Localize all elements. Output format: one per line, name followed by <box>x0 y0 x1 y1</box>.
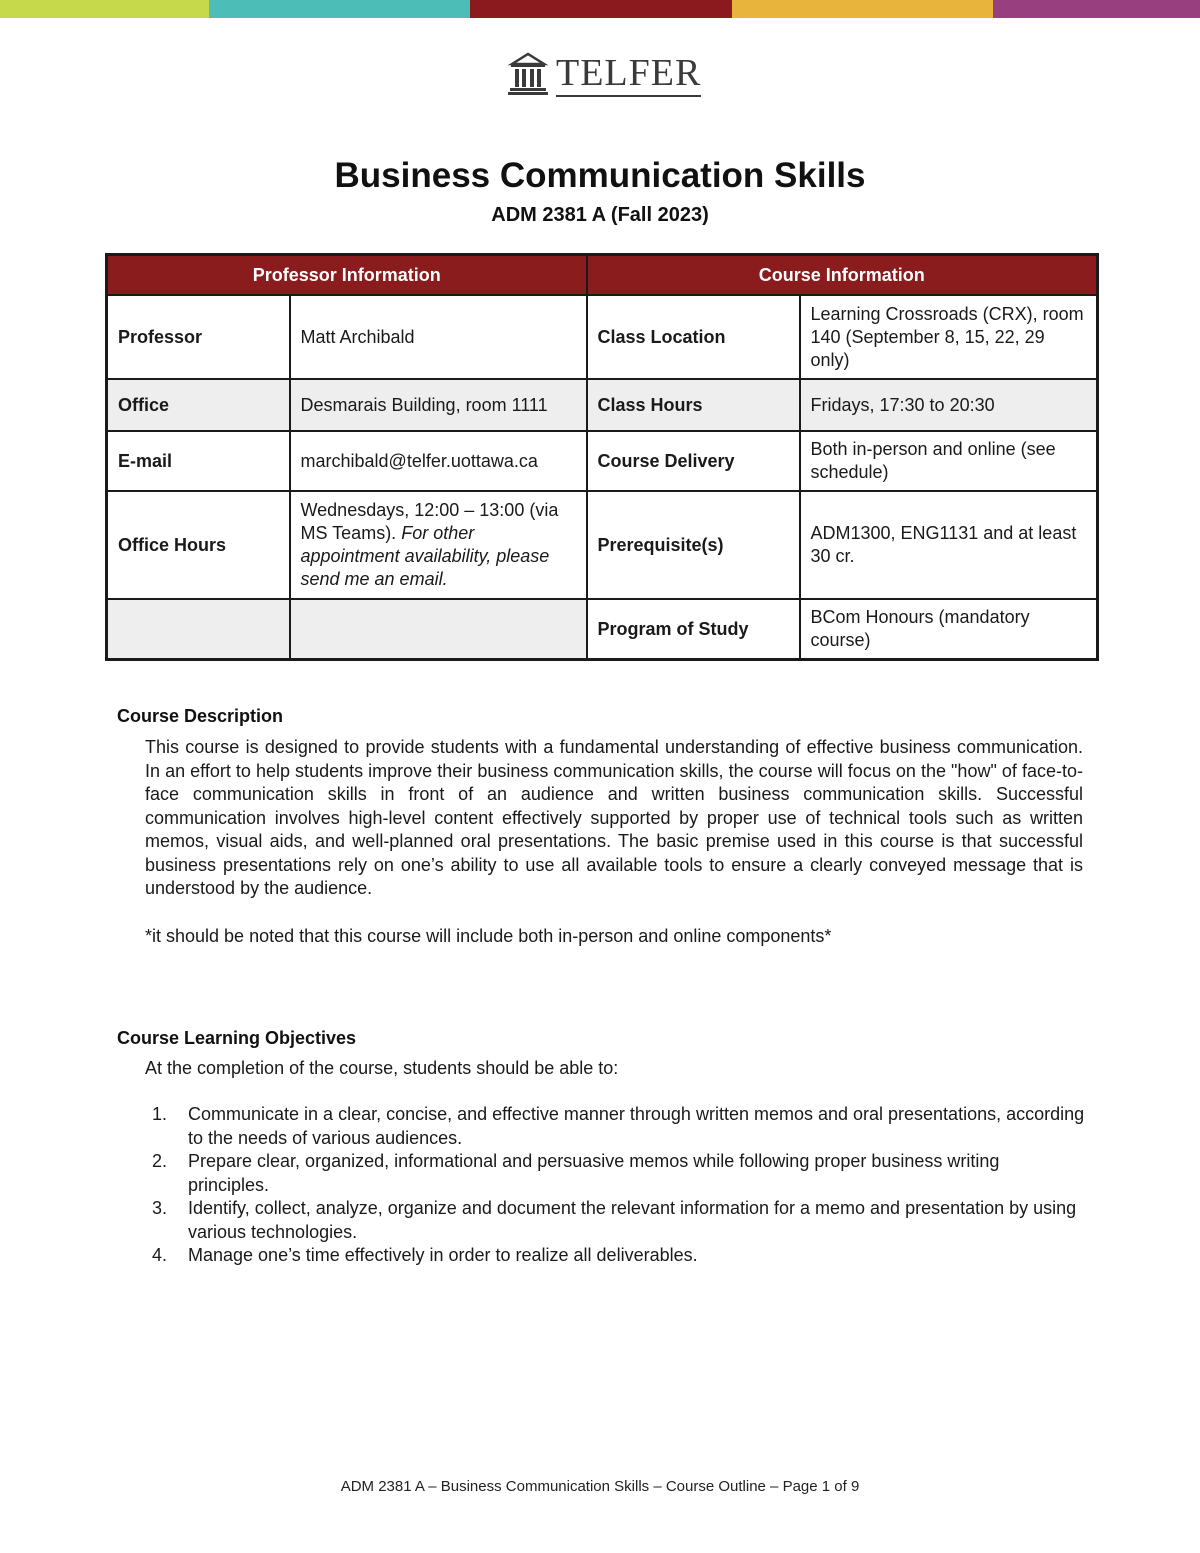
office-hours-label: Office Hours <box>107 491 290 599</box>
office-hours-note: For other appointment availability, please send me an email. <box>300 523 550 589</box>
learning-objectives-heading: Course Learning Objectives <box>117 1028 357 1048</box>
class-hours-label: Class Hours <box>587 379 800 431</box>
professor-info-header: Professor Information <box>107 255 587 296</box>
table-header-row <box>107 255 1098 296</box>
program-of-study-label: Program of Study <box>587 599 800 660</box>
color-bar-segment <box>993 0 1200 18</box>
building-icon <box>508 50 548 101</box>
table-row <box>107 599 1098 660</box>
document-title: Business Communication Skills <box>334 156 866 195</box>
empty-cell <box>107 599 290 660</box>
course-delivery-label: Course Delivery <box>587 431 800 491</box>
course-delivery-value: Both in-person and online (see schedule) <box>800 431 1098 491</box>
course-description-note: *it should be noted that this course will include both in-person and online components* <box>145 926 832 946</box>
prerequisites-label: Prerequisite(s) <box>587 491 800 599</box>
list-item <box>145 1150 1085 1197</box>
office-label: Office <box>107 379 290 431</box>
color-bar-segment <box>470 0 732 18</box>
list-item <box>145 1244 1085 1268</box>
list-text: Prepare clear, organized, informational and persuasive memos while following proper business writing principles. <box>188 1151 1000 1195</box>
class-location-label: Class Location <box>587 295 800 379</box>
office-hours-text: Wednesdays, 12:00 – 13:00 (via MS Teams). <box>300 500 559 543</box>
course-info-header: Course Information <box>587 255 1098 296</box>
color-bar <box>0 0 1200 18</box>
course-info-table <box>105 253 1099 661</box>
color-bar-segment <box>209 0 470 18</box>
empty-cell <box>290 599 587 660</box>
course-description-body: This course is designed to provide students with a fundamental understanding of effective business communication. In an effort to help students improve their business communication skills, the course will focus on the "how" of face-to-face communication skills in front of an audience and written business communication skills. Successful communication involves high-level content effectively supported by proper use of technical tools such as written memos, visual aids, and well-planned oral presentations. The basic premise used in this course is that successful business presentations rely on one’s ability to use all available tools to ensure a clearly conveyed message that is understood by the audience. <box>145 737 1083 898</box>
learning-objectives-list <box>145 1103 1085 1268</box>
document-subtitle: ADM 2381 A (Fall 2023) <box>491 204 709 226</box>
learning-objectives-intro: At the completion of the course, students should be able to: <box>145 1058 619 1078</box>
email-label: E-mail <box>107 431 290 491</box>
office-hours-value <box>290 491 587 599</box>
program-of-study-value: BCom Honours (mandatory course) <box>800 599 1098 660</box>
logo-wordmark: TELFER <box>556 53 701 97</box>
professor-label: Professor <box>107 295 290 379</box>
list-text: Identify, collect, analyze, organize and document the relevant information for a memo and presentation by using various technologies. <box>188 1198 1077 1242</box>
prerequisites-value: ADM1300, ENG1131 and at least 30 cr. <box>800 491 1098 599</box>
color-bar-segment <box>0 0 209 18</box>
table-row <box>107 491 1098 599</box>
table-row <box>107 295 1098 379</box>
list-item <box>145 1197 1085 1244</box>
list-number: 1. <box>152 1104 168 1124</box>
class-hours-value: Fridays, 17:30 to 20:30 <box>800 379 1098 431</box>
list-item <box>145 1103 1085 1150</box>
list-text: Communicate in a clear, concise, and effective manner through written memos and oral presentations, according to the needs of various audiences. <box>188 1104 1085 1148</box>
table-row <box>107 379 1098 431</box>
list-text: Manage one’s time effectively in order to realize all deliverables. <box>188 1245 698 1265</box>
page-footer: ADM 2381 A – Business Communication Skills – Course Outline – Page 1 of 9 <box>340 1478 860 1495</box>
list-number: 4. <box>152 1245 168 1265</box>
office-value: Desmarais Building, room 1111 <box>290 379 587 431</box>
telfer-logo <box>508 50 701 100</box>
list-number: 2. <box>152 1151 168 1171</box>
table-row <box>107 431 1098 491</box>
professor-value: Matt Archibald <box>290 295 587 379</box>
class-location-value: Learning Crossroads (CRX), room 140 (September 8, 15, 22, 29 only) <box>800 295 1098 379</box>
list-number: 3. <box>152 1198 168 1218</box>
email-value: marchibald@telfer.uottawa.ca <box>290 431 587 491</box>
color-bar-segment <box>732 0 993 18</box>
course-description-heading: Course Description <box>117 706 284 726</box>
